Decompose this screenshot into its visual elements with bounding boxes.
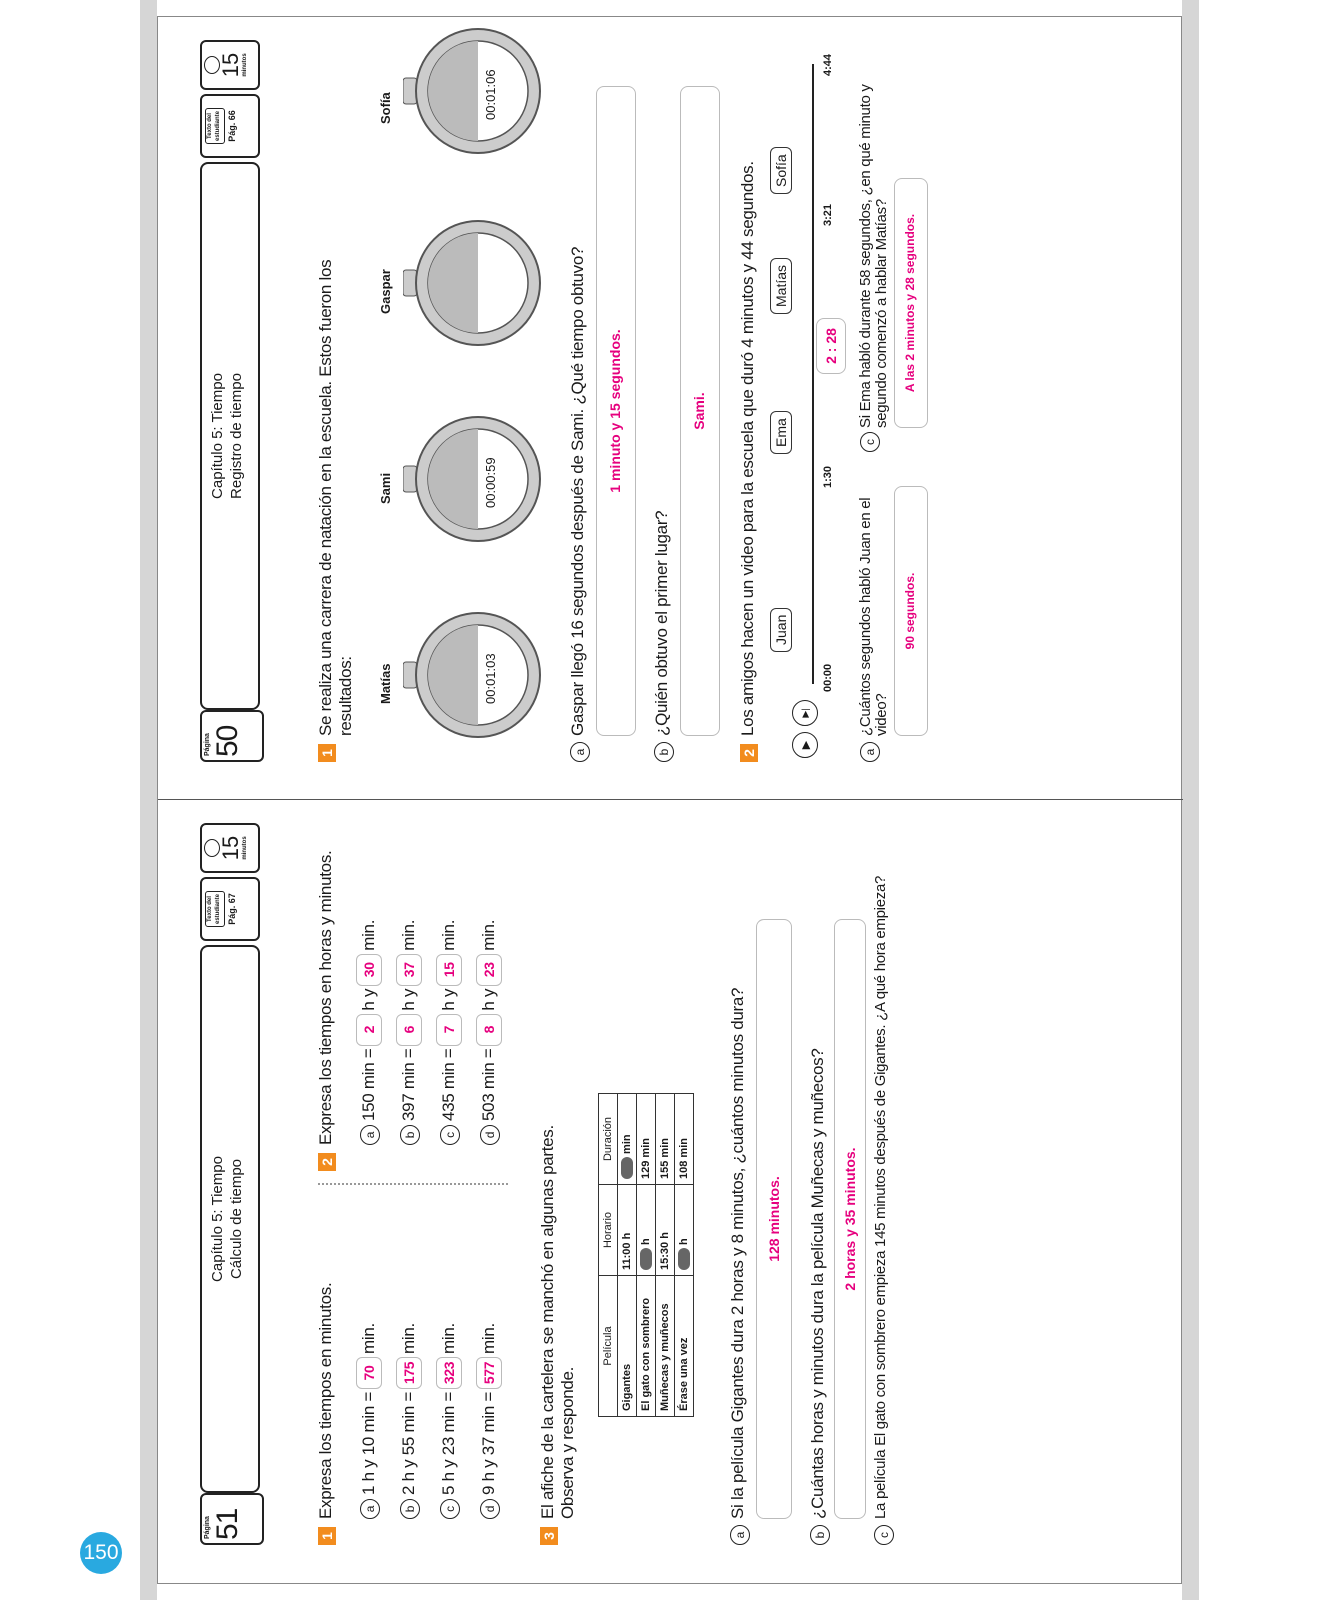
timeline-name: Sofía [770,147,792,194]
table-row [656,1094,675,1417]
swimmer-name: Gaspar [378,269,393,314]
question-2-text: Los amigos hacen un video para la escuela que duró 4 minutos y 44 segundos. [738,161,757,736]
table-cell [637,1185,656,1276]
table-cell-text: min [621,1134,633,1154]
page-number: 51 [211,1508,244,1540]
timer-box [200,40,260,90]
hours-answer[interactable]: 7 [436,1014,462,1046]
timer-unit: minutos [242,53,248,77]
item-letter: c [440,1125,460,1145]
table-cell-text: h [640,1238,653,1245]
hy-label: h y [439,988,458,1011]
question-3a-letter: a [730,1525,750,1545]
answer-text: 128 minutos. [766,1176,782,1262]
answer-box[interactable] [894,178,928,428]
answer-text: 1 minuto y 15 segundos. [607,329,623,493]
timeline-tick: 3:21 [822,203,834,226]
timeline-tick: 00:00 [822,663,834,692]
book-icon: Texto del estudiante [205,108,225,144]
table-row [675,1094,694,1417]
item-expression: 397 min = [399,1048,418,1121]
item-letter: a [360,1499,380,1519]
student-text-ref [200,94,260,158]
minutes-answer[interactable]: 15 [436,954,462,986]
conversion-row [436,920,462,1145]
answer-text: Sami. [691,392,707,430]
timer-value: 15 [218,52,243,78]
min-label: min. [399,919,418,951]
item-answer[interactable]: 577 [476,1357,502,1389]
question-2-number: 2 [318,1153,336,1171]
guide-page: Pág. 66 [227,110,237,142]
timer-value: 15 [218,835,243,861]
min-label: min. [439,919,458,951]
item-letter: b [400,1125,420,1145]
ink-stain-icon [640,1248,652,1270]
table-cell: Muñecas y muñecos [656,1276,675,1417]
hy-label: h y [359,988,378,1011]
question-2c-text: Si Ema habló durante 58 segundos, ¿en qué minuto y segundo comenzó a hablar Matías? [857,84,890,428]
question-2a-text: ¿Cuántos segundos habló Juan en el video? [857,497,890,736]
stopwatch-time: 00:01:03 [483,653,498,704]
question-1a-text: Gaspar llegó 16 segundos después de Sami. ¿Qué tiempo obtuvo? [568,246,587,736]
item-expression: 1 h y 10 min = [359,1391,378,1495]
item-expression: 503 min = [479,1048,498,1121]
stopwatch [403,414,548,544]
conversion-row [356,1323,382,1519]
answer-text: 2 horas y 35 minutos. [842,1147,858,1291]
item-answer[interactable]: 323 [436,1357,462,1389]
item-unit: min. [439,1323,458,1354]
swimmer-name: Matías [378,663,393,704]
table-cell: 108 min [675,1094,694,1185]
hours-answer[interactable]: 6 [396,1014,422,1046]
answer-text: 90 segundos. [903,572,917,650]
table-row [637,1094,656,1417]
page-number-badge: 150 [80,1532,122,1574]
answer-text: A las 2 minutos y 28 segundos. [903,213,917,393]
min-label: min. [359,919,378,951]
timeline-answer: 2 : 28 [823,328,839,364]
stopwatch [403,26,548,156]
question-1a-letter: a [570,742,590,762]
question-2-text: Expresa los tiempos en horas y minutos. [316,850,335,1145]
minutes-answer[interactable]: 37 [396,954,422,986]
conversion-row [396,1323,422,1519]
table-header: Horario [599,1185,618,1276]
table-cell [675,1185,694,1276]
conversion-row [396,920,422,1145]
item-letter: d [480,1125,500,1145]
answer-box[interactable] [834,919,866,1519]
timer-unit: minutos [242,836,248,860]
stopwatch [403,218,548,348]
stopwatch-icon [403,218,543,348]
page-number-box [200,1493,264,1545]
ink-stain-icon [678,1248,690,1270]
question-1-text: Se realiza una carrera de natación en la escuela. Estos fueron los resultados: [316,259,355,736]
question-1-number: 1 [318,744,336,762]
right-margin-band [1182,0,1199,1600]
chapter-title-box [200,162,260,710]
book-icon: Texto del estudiante [205,891,225,927]
swimmer-name: Sofía [378,92,393,124]
question-1-number: 1 [318,1527,336,1545]
answer-box[interactable] [756,919,792,1519]
timer-box [200,823,260,873]
question-2a-letter: a [860,742,880,762]
item-expression: 9 h y 37 min = [479,1391,498,1495]
timeline-axis [812,64,814,684]
swimmer-name: Sami [378,472,393,504]
table-header: Duración [599,1094,618,1185]
page-tag: Página [204,733,211,756]
hy-label: h y [399,988,418,1011]
answer-box[interactable] [596,86,636,736]
question-3b-text: ¿Cuántas horas y minutos dura la película Muñecas y muñecos? [808,1048,827,1519]
hy-label: h y [479,988,498,1011]
section-title: Cálculo de tiempo [228,1158,245,1280]
chapter-title: Capítulo 5: Tiempo [209,1156,226,1282]
hours-answer[interactable]: 2 [356,1014,382,1046]
movie-schedule-table [598,1093,694,1417]
item-letter: d [480,1499,500,1519]
section-title: Registro de tiempo [228,373,245,499]
timeline-answer-box[interactable] [816,318,846,374]
table-cell [618,1094,637,1185]
question-3a-text: Si la película Gigantes dura 2 horas y 8 minutos, ¿cuántos minutos dura? [728,987,747,1519]
min-label: min. [479,919,498,951]
page-tag: Página [204,1516,211,1539]
page-divider [158,799,1183,800]
stopwatch-time: 00:00:59 [483,457,498,508]
chapter-title-box [200,945,260,1493]
hours-answer[interactable]: 8 [476,1014,502,1046]
table-cell: Gigantes [618,1276,637,1417]
item-unit: min. [359,1323,378,1354]
question-1b-text: ¿Quién obtuvo el primer lugar? [652,510,671,736]
page-50 [158,21,1163,784]
table-cell: 11:00 h [618,1185,637,1276]
item-answer[interactable]: 70 [356,1357,382,1389]
item-answer[interactable]: 175 [396,1357,422,1389]
stopwatch [403,610,548,740]
play-button[interactable]: ▶ [792,732,818,758]
question-3-text: El afiche de la cartelera se manchó en algunas partes. Observa y responde. [538,1125,577,1519]
answer-box[interactable] [894,486,928,736]
answer-box[interactable] [680,86,720,736]
skip-forward-button[interactable]: ▶| [792,700,818,726]
table-cell: Érase una vez [675,1276,694,1417]
timeline-name: Juan [770,608,792,652]
minutes-answer[interactable]: 23 [476,954,502,986]
item-letter: a [360,1125,380,1145]
item-expression: 150 min = [359,1048,378,1121]
table-cell: El gato con sombrero [637,1276,656,1417]
table-cell: 15:30 h [656,1185,675,1276]
stopwatch-icon [403,610,543,740]
conversion-row [476,920,502,1145]
question-3-number: 3 [540,1527,558,1545]
table-row [618,1094,637,1417]
timeline-tick: 4:44 [822,53,834,76]
item-letter: c [440,1499,460,1519]
left-margin-band [140,0,157,1600]
page-number-box [200,710,264,762]
conversion-row [476,1323,502,1519]
timeline-tick: 1:30 [822,465,834,488]
question-3b-letter: b [810,1525,830,1545]
item-expression: 435 min = [439,1048,458,1121]
question-2c-letter: c [860,432,880,452]
item-unit: min. [399,1323,418,1354]
conversion-row [436,1323,462,1519]
question-1-text: Expresa los tiempos en minutos. [316,1282,335,1519]
question-2-number: 2 [740,744,758,762]
page-number: 50 [211,725,244,757]
question-1b-letter: b [654,742,674,762]
chapter-title: Capítulo 5: Tiempo [209,373,226,499]
timeline-name: Ema [770,411,792,454]
question-3c-text: La película El gato con sombrero empieza 145 minutos después de Gigantes. ¿A qué hora empieza? [872,875,889,1519]
table-header: Película [599,1276,618,1417]
table-cell: 129 min [637,1094,656,1185]
stopwatch-icon [403,414,543,544]
stopwatch-time: 00:01:06 [483,69,498,120]
ink-stain-icon [621,1157,633,1179]
table-cell: 155 min [656,1094,675,1185]
item-expression: 5 h y 23 min = [439,1391,458,1495]
book-spread [157,16,1182,1584]
stopwatch-icon [403,26,543,156]
item-expression: 2 h y 55 min = [399,1391,418,1495]
timeline-name: Matías [770,258,792,314]
page-51 [158,804,1163,1567]
item-letter: b [400,1499,420,1519]
item-unit: min. [479,1323,498,1354]
table-cell-text: h [678,1238,691,1245]
guide-page: Pág. 67 [227,893,237,925]
conversion-row [356,920,382,1145]
dotted-separator [318,1183,508,1185]
minutes-answer[interactable]: 30 [356,954,382,986]
student-text-ref [200,877,260,941]
question-3c-letter: c [874,1525,894,1545]
